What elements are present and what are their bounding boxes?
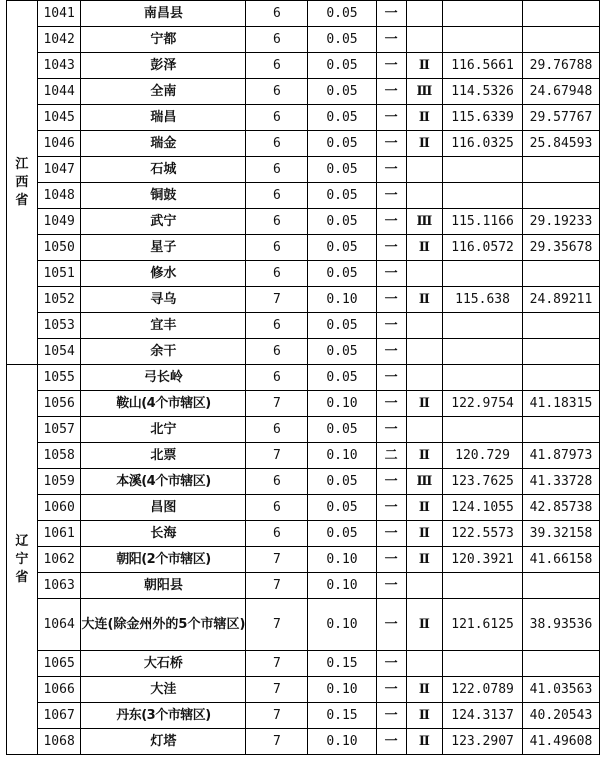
acceleration-cell: 0.10	[308, 729, 376, 755]
latitude-cell	[522, 417, 599, 443]
intensity-cell: 6	[246, 131, 308, 157]
group-cell: 一	[376, 521, 406, 547]
latitude-cell	[522, 27, 599, 53]
table-row	[7, 105, 600, 131]
intensity-cell: 7	[246, 651, 308, 677]
intensity-cell: 7	[246, 391, 308, 417]
group-cell: 一	[376, 27, 406, 53]
group-cell: 一	[376, 677, 406, 703]
row-id: 1050	[37, 235, 81, 261]
location-name: 瑞金	[81, 131, 246, 157]
group-cell: 一	[376, 339, 406, 365]
acceleration-cell: 0.10	[308, 599, 376, 651]
intensity-cell: 6	[246, 313, 308, 339]
location-name: 本溪(4个市辖区)	[81, 469, 246, 495]
latitude-cell	[522, 261, 599, 287]
row-id: 1066	[37, 677, 81, 703]
intensity-cell: 7	[246, 599, 308, 651]
table-row	[7, 27, 600, 53]
longitude-cell: 122.9754	[443, 391, 523, 417]
latitude-cell: 38.93536	[522, 599, 599, 651]
longitude-cell	[443, 183, 523, 209]
group-cell: 一	[376, 599, 406, 651]
site-class-cell: Ⅱ	[406, 105, 443, 131]
group-cell: 二	[376, 443, 406, 469]
longitude-cell	[443, 1, 523, 27]
site-class-cell	[406, 651, 443, 677]
longitude-cell: 121.6125	[443, 599, 523, 651]
row-id: 1064	[37, 599, 81, 651]
acceleration-cell: 0.10	[308, 573, 376, 599]
row-id: 1059	[37, 469, 81, 495]
group-cell: 一	[376, 469, 406, 495]
province-name: 江西省	[15, 156, 29, 208]
longitude-cell	[443, 313, 523, 339]
site-class-cell: Ⅱ	[406, 235, 443, 261]
location-name: 朝阳县	[81, 573, 246, 599]
longitude-cell: 115.638	[443, 287, 523, 313]
site-class-cell: Ⅲ	[406, 469, 443, 495]
row-id: 1057	[37, 417, 81, 443]
acceleration-cell: 0.05	[308, 53, 376, 79]
table-body	[7, 1, 600, 755]
table-row	[7, 495, 600, 521]
group-cell: 一	[376, 391, 406, 417]
table-row	[7, 157, 600, 183]
acceleration-cell: 0.05	[308, 131, 376, 157]
row-id: 1054	[37, 339, 81, 365]
longitude-cell: 116.0572	[443, 235, 523, 261]
table-row	[7, 131, 600, 157]
intensity-cell: 6	[246, 183, 308, 209]
location-name: 灯塔	[81, 729, 246, 755]
intensity-cell: 6	[246, 235, 308, 261]
province-label	[7, 365, 38, 755]
acceleration-cell: 0.05	[308, 365, 376, 391]
latitude-cell: 42.85738	[522, 495, 599, 521]
group-cell: 一	[376, 209, 406, 235]
site-class-cell	[406, 313, 443, 339]
latitude-cell	[522, 1, 599, 27]
row-id: 1067	[37, 703, 81, 729]
site-class-cell	[406, 157, 443, 183]
longitude-cell: 120.729	[443, 443, 523, 469]
table-row	[7, 391, 600, 417]
site-class-cell	[406, 573, 443, 599]
site-class-cell: Ⅲ	[406, 79, 443, 105]
acceleration-cell: 0.05	[308, 209, 376, 235]
row-id: 1042	[37, 27, 81, 53]
latitude-cell: 29.76788	[522, 53, 599, 79]
acceleration-cell: 0.05	[308, 261, 376, 287]
table-row	[7, 235, 600, 261]
table-row	[7, 547, 600, 573]
latitude-cell	[522, 573, 599, 599]
row-id: 1045	[37, 105, 81, 131]
province-label	[7, 1, 38, 365]
acceleration-cell: 0.05	[308, 495, 376, 521]
group-cell: 一	[376, 729, 406, 755]
longitude-cell: 116.0325	[443, 131, 523, 157]
acceleration-cell: 0.05	[308, 157, 376, 183]
longitude-cell	[443, 365, 523, 391]
site-class-cell	[406, 339, 443, 365]
row-id: 1065	[37, 651, 81, 677]
intensity-cell: 7	[246, 677, 308, 703]
site-class-cell: Ⅱ	[406, 287, 443, 313]
row-id: 1047	[37, 157, 81, 183]
row-id: 1058	[37, 443, 81, 469]
table-row	[7, 287, 600, 313]
latitude-cell: 39.32158	[522, 521, 599, 547]
data-table	[6, 0, 600, 755]
site-class-cell	[406, 261, 443, 287]
row-id: 1052	[37, 287, 81, 313]
location-name: 修水	[81, 261, 246, 287]
table-row	[7, 599, 600, 651]
location-name: 宜丰	[81, 313, 246, 339]
acceleration-cell: 0.10	[308, 391, 376, 417]
intensity-cell: 6	[246, 261, 308, 287]
site-class-cell: Ⅲ	[406, 209, 443, 235]
location-name: 大洼	[81, 677, 246, 703]
latitude-cell	[522, 313, 599, 339]
table-row	[7, 183, 600, 209]
site-class-cell	[406, 183, 443, 209]
intensity-cell: 6	[246, 365, 308, 391]
site-class-cell: Ⅱ	[406, 495, 443, 521]
site-class-cell: Ⅱ	[406, 131, 443, 157]
group-cell: 一	[376, 1, 406, 27]
latitude-cell	[522, 365, 599, 391]
intensity-cell: 6	[246, 79, 308, 105]
table-row	[7, 469, 600, 495]
acceleration-cell: 0.10	[308, 287, 376, 313]
location-name: 石城	[81, 157, 246, 183]
location-name: 余干	[81, 339, 246, 365]
acceleration-cell: 0.05	[308, 27, 376, 53]
row-id: 1053	[37, 313, 81, 339]
site-class-cell	[406, 417, 443, 443]
intensity-cell: 6	[246, 27, 308, 53]
location-name: 长海	[81, 521, 246, 547]
acceleration-cell: 0.10	[308, 443, 376, 469]
latitude-cell: 24.67948	[522, 79, 599, 105]
longitude-cell	[443, 157, 523, 183]
intensity-cell: 6	[246, 469, 308, 495]
group-cell: 一	[376, 365, 406, 391]
latitude-cell: 40.20543	[522, 703, 599, 729]
intensity-cell: 6	[246, 53, 308, 79]
acceleration-cell: 0.10	[308, 547, 376, 573]
row-id: 1048	[37, 183, 81, 209]
acceleration-cell: 0.05	[308, 417, 376, 443]
table-row	[7, 573, 600, 599]
table-row	[7, 313, 600, 339]
site-class-cell: Ⅱ	[406, 547, 443, 573]
location-name: 全南	[81, 79, 246, 105]
acceleration-cell: 0.05	[308, 183, 376, 209]
intensity-cell: 6	[246, 495, 308, 521]
intensity-cell: 6	[246, 521, 308, 547]
intensity-cell: 6	[246, 417, 308, 443]
intensity-cell: 6	[246, 1, 308, 27]
location-name: 昌图	[81, 495, 246, 521]
longitude-cell: 114.5326	[443, 79, 523, 105]
table-row	[7, 521, 600, 547]
group-cell: 一	[376, 261, 406, 287]
site-class-cell: Ⅱ	[406, 443, 443, 469]
latitude-cell: 41.49608	[522, 729, 599, 755]
location-name: 弓长岭	[81, 365, 246, 391]
intensity-cell: 7	[246, 729, 308, 755]
longitude-cell: 116.5661	[443, 53, 523, 79]
longitude-cell	[443, 261, 523, 287]
longitude-cell: 123.7625	[443, 469, 523, 495]
row-id: 1068	[37, 729, 81, 755]
location-name: 宁都	[81, 27, 246, 53]
acceleration-cell: 0.05	[308, 235, 376, 261]
group-cell: 一	[376, 287, 406, 313]
longitude-cell	[443, 651, 523, 677]
intensity-cell: 6	[246, 105, 308, 131]
acceleration-cell: 0.05	[308, 313, 376, 339]
table-row	[7, 651, 600, 677]
location-name: 彭泽	[81, 53, 246, 79]
site-class-cell: Ⅱ	[406, 729, 443, 755]
acceleration-cell: 0.15	[308, 651, 376, 677]
location-name: 丹东(3个市辖区)	[81, 703, 246, 729]
acceleration-cell: 0.05	[308, 1, 376, 27]
location-name: 北宁	[81, 417, 246, 443]
longitude-cell: 123.2907	[443, 729, 523, 755]
location-name: 朝阳(2个市辖区)	[81, 547, 246, 573]
table-row	[7, 53, 600, 79]
acceleration-cell: 0.05	[308, 105, 376, 131]
table-row	[7, 703, 600, 729]
latitude-cell: 29.57767	[522, 105, 599, 131]
longitude-cell: 124.1055	[443, 495, 523, 521]
intensity-cell: 6	[246, 157, 308, 183]
site-class-cell	[406, 365, 443, 391]
table-row	[7, 261, 600, 287]
acceleration-cell: 0.05	[308, 469, 376, 495]
row-id: 1043	[37, 53, 81, 79]
acceleration-cell: 0.05	[308, 339, 376, 365]
table-row	[7, 443, 600, 469]
group-cell: 一	[376, 53, 406, 79]
site-class-cell: Ⅱ	[406, 677, 443, 703]
group-cell: 一	[376, 79, 406, 105]
latitude-cell	[522, 183, 599, 209]
intensity-cell: 6	[246, 339, 308, 365]
province-name: 辽宁省	[15, 533, 29, 585]
site-class-cell: Ⅱ	[406, 521, 443, 547]
table-row	[7, 339, 600, 365]
intensity-cell: 6	[246, 209, 308, 235]
row-id: 1041	[37, 1, 81, 27]
location-name: 鞍山(4个市辖区)	[81, 391, 246, 417]
row-id: 1049	[37, 209, 81, 235]
longitude-cell: 124.3137	[443, 703, 523, 729]
row-id: 1055	[37, 365, 81, 391]
longitude-cell: 122.5573	[443, 521, 523, 547]
intensity-cell: 7	[246, 443, 308, 469]
row-id: 1046	[37, 131, 81, 157]
location-name: 北票	[81, 443, 246, 469]
row-id: 1060	[37, 495, 81, 521]
row-id: 1056	[37, 391, 81, 417]
site-class-cell	[406, 1, 443, 27]
table-row	[7, 79, 600, 105]
intensity-cell: 7	[246, 287, 308, 313]
location-name: 大石桥	[81, 651, 246, 677]
group-cell: 一	[376, 157, 406, 183]
location-name: 南昌县	[81, 1, 246, 27]
site-class-cell: Ⅱ	[406, 53, 443, 79]
intensity-cell: 7	[246, 547, 308, 573]
latitude-cell: 41.18315	[522, 391, 599, 417]
location-name: 寻乌	[81, 287, 246, 313]
group-cell: 一	[376, 495, 406, 521]
location-name: 武宁	[81, 209, 246, 235]
group-cell: 一	[376, 547, 406, 573]
table-row	[7, 1, 600, 27]
latitude-cell: 41.87973	[522, 443, 599, 469]
table-row	[7, 417, 600, 443]
longitude-cell: 115.6339	[443, 105, 523, 131]
location-name: 星子	[81, 235, 246, 261]
latitude-cell: 41.33728	[522, 469, 599, 495]
latitude-cell	[522, 651, 599, 677]
group-cell: 一	[376, 703, 406, 729]
group-cell: 一	[376, 183, 406, 209]
intensity-cell: 7	[246, 703, 308, 729]
latitude-cell: 29.35678	[522, 235, 599, 261]
group-cell: 一	[376, 131, 406, 157]
site-class-cell: Ⅱ	[406, 599, 443, 651]
longitude-cell: 115.1166	[443, 209, 523, 235]
row-id: 1062	[37, 547, 81, 573]
latitude-cell: 41.03563	[522, 677, 599, 703]
group-cell: 一	[376, 417, 406, 443]
intensity-cell: 7	[246, 573, 308, 599]
table-row	[7, 677, 600, 703]
acceleration-cell: 0.05	[308, 79, 376, 105]
site-class-cell: Ⅱ	[406, 703, 443, 729]
longitude-cell: 122.0789	[443, 677, 523, 703]
row-id: 1063	[37, 573, 81, 599]
group-cell: 一	[376, 651, 406, 677]
acceleration-cell: 0.05	[308, 521, 376, 547]
latitude-cell	[522, 339, 599, 365]
longitude-cell	[443, 339, 523, 365]
row-id: 1061	[37, 521, 81, 547]
group-cell: 一	[376, 313, 406, 339]
latitude-cell	[522, 157, 599, 183]
latitude-cell: 29.19233	[522, 209, 599, 235]
location-name: 瑞昌	[81, 105, 246, 131]
site-class-cell: Ⅱ	[406, 391, 443, 417]
site-class-cell	[406, 27, 443, 53]
group-cell: 一	[376, 235, 406, 261]
longitude-cell	[443, 573, 523, 599]
latitude-cell: 25.84593	[522, 131, 599, 157]
group-cell: 一	[376, 105, 406, 131]
table-row	[7, 365, 600, 391]
table-row	[7, 729, 600, 755]
table-row	[7, 209, 600, 235]
longitude-cell	[443, 27, 523, 53]
group-cell: 一	[376, 573, 406, 599]
longitude-cell	[443, 417, 523, 443]
location-name: 大连(除金州外的5个市辖区)	[81, 599, 246, 651]
row-id: 1051	[37, 261, 81, 287]
latitude-cell: 41.66158	[522, 547, 599, 573]
latitude-cell: 24.89211	[522, 287, 599, 313]
acceleration-cell: 0.15	[308, 703, 376, 729]
acceleration-cell: 0.10	[308, 677, 376, 703]
longitude-cell: 120.3921	[443, 547, 523, 573]
row-id: 1044	[37, 79, 81, 105]
location-name: 铜鼓	[81, 183, 246, 209]
